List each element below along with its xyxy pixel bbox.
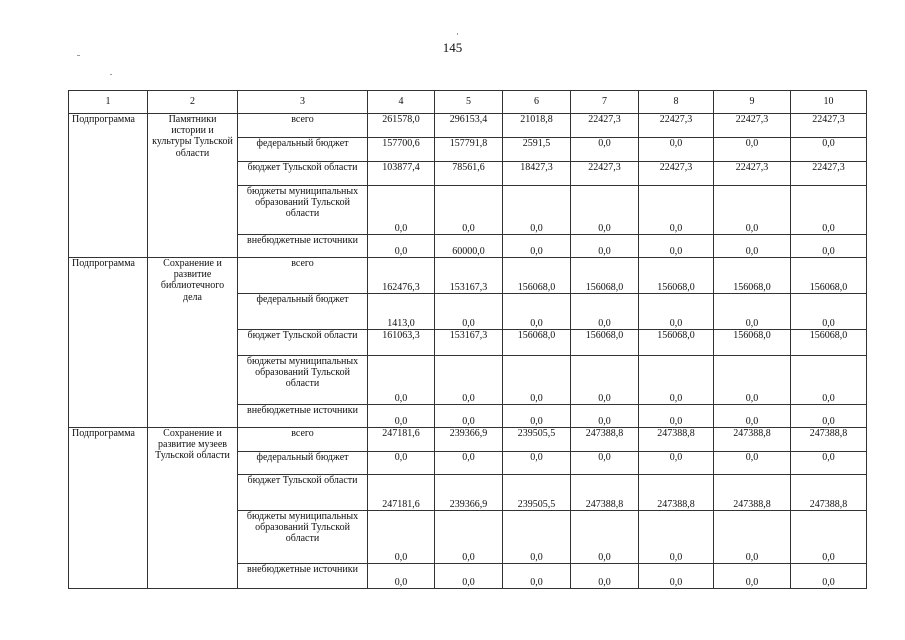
value-cell: 156068,0	[639, 258, 714, 294]
funding-source: бюджет Тульской области	[238, 162, 368, 186]
value-cell: 247388,8	[714, 428, 791, 452]
value-cell: 156068,0	[503, 330, 571, 356]
value-cell: 0,0	[791, 405, 867, 428]
value-cell: 247388,8	[571, 428, 639, 452]
value-cell: 0,0	[714, 405, 791, 428]
funding-source: федеральный бюджет	[238, 294, 368, 330]
column-header: 1	[69, 91, 148, 114]
value-cell: 239505,5	[503, 428, 571, 452]
value-cell: 0,0	[503, 452, 571, 475]
value-cell: 0,0	[368, 511, 435, 564]
value-cell: 18427,3	[503, 162, 571, 186]
value-cell: 247388,8	[791, 428, 867, 452]
subprogram-name: Сохранение и развитие библиотечного дела	[148, 258, 238, 428]
funding-source: федеральный бюджет	[238, 452, 368, 475]
scan-speck	[457, 33, 458, 35]
value-cell: 0,0	[435, 186, 503, 235]
value-cell: 156068,0	[503, 258, 571, 294]
value-cell: 0,0	[503, 564, 571, 589]
value-cell: 0,0	[639, 452, 714, 475]
value-cell: 0,0	[435, 452, 503, 475]
value-cell: 0,0	[503, 511, 571, 564]
table-body	[69, 114, 867, 589]
value-cell: 0,0	[571, 356, 639, 405]
table-row	[69, 428, 867, 452]
funding-source: федеральный бюджет	[238, 138, 368, 162]
value-cell: 0,0	[639, 356, 714, 405]
value-cell: 0,0	[791, 511, 867, 564]
value-cell: 0,0	[435, 564, 503, 589]
subprogram-type: Подпрограмма	[69, 428, 148, 589]
value-cell: 239366,9	[435, 475, 503, 511]
value-cell: 0,0	[714, 511, 791, 564]
value-cell: 0,0	[791, 138, 867, 162]
value-cell: 247388,8	[714, 475, 791, 511]
value-cell: 0,0	[639, 186, 714, 235]
value-cell: 2591,5	[503, 138, 571, 162]
subprogram-name: Сохранение и развитие музеев Тульской области	[148, 428, 238, 589]
value-cell: 22427,3	[791, 114, 867, 138]
value-cell: 0,0	[639, 564, 714, 589]
value-cell: 1413,0	[368, 294, 435, 330]
value-cell: 60000,0	[435, 235, 503, 258]
value-cell: 78561,6	[435, 162, 503, 186]
column-header: 7	[571, 91, 639, 114]
value-cell: 0,0	[639, 235, 714, 258]
value-cell: 0,0	[571, 564, 639, 589]
value-cell: 0,0	[714, 186, 791, 235]
subprogram-name: Памятники истории и культуры Тульской области	[148, 114, 238, 258]
value-cell: 22427,3	[571, 162, 639, 186]
value-cell: 0,0	[503, 405, 571, 428]
value-cell: 103877,4	[368, 162, 435, 186]
value-cell: 0,0	[435, 294, 503, 330]
value-cell: 0,0	[503, 186, 571, 235]
value-cell: 0,0	[368, 235, 435, 258]
value-cell: 0,0	[639, 138, 714, 162]
funding-source: бюджет Тульской области	[238, 475, 368, 511]
value-cell: 156068,0	[791, 258, 867, 294]
column-header: 8	[639, 91, 714, 114]
value-cell: 0,0	[435, 405, 503, 428]
value-cell: 0,0	[714, 235, 791, 258]
value-cell: 0,0	[791, 452, 867, 475]
value-cell: 247181,6	[368, 428, 435, 452]
value-cell: 22427,3	[714, 162, 791, 186]
funding-source: внебюджетные источники	[238, 564, 368, 589]
subprogram-type: Подпрограмма	[69, 258, 148, 428]
value-cell: 153167,3	[435, 330, 503, 356]
value-cell: 0,0	[503, 356, 571, 405]
value-cell: 247388,8	[791, 475, 867, 511]
header-row	[69, 91, 867, 114]
value-cell: 0,0	[791, 235, 867, 258]
value-cell: 0,0	[714, 294, 791, 330]
value-cell: 156068,0	[639, 330, 714, 356]
table-header	[69, 91, 867, 114]
page-number: 145	[442, 40, 463, 55]
subprogram-type: Подпрограмма	[69, 114, 148, 258]
value-cell: 296153,4	[435, 114, 503, 138]
value-cell: 247388,8	[639, 475, 714, 511]
value-cell: 22427,3	[714, 114, 791, 138]
column-header: 9	[714, 91, 791, 114]
value-cell: 239366,9	[435, 428, 503, 452]
value-cell: 0,0	[503, 235, 571, 258]
value-cell: 156068,0	[571, 258, 639, 294]
value-cell: 22427,3	[639, 114, 714, 138]
funding-source: бюджеты муниципальных образований Тульской области	[238, 511, 368, 564]
value-cell: 247181,6	[368, 475, 435, 511]
value-cell: 22427,3	[791, 162, 867, 186]
funding-source: бюджет Тульской области	[238, 330, 368, 356]
value-cell: 0,0	[791, 356, 867, 405]
value-cell: 157791,8	[435, 138, 503, 162]
value-cell: 21018,8	[503, 114, 571, 138]
table-row	[69, 114, 867, 138]
value-cell: 0,0	[368, 405, 435, 428]
value-cell: 239505,5	[503, 475, 571, 511]
value-cell: 0,0	[368, 356, 435, 405]
value-cell: 0,0	[571, 405, 639, 428]
value-cell: 0,0	[571, 452, 639, 475]
value-cell: 0,0	[714, 564, 791, 589]
value-cell: 0,0	[368, 186, 435, 235]
value-cell: 156068,0	[714, 330, 791, 356]
value-cell: 0,0	[791, 186, 867, 235]
value-cell: 0,0	[435, 511, 503, 564]
value-cell: 0,0	[791, 564, 867, 589]
value-cell: 0,0	[571, 294, 639, 330]
column-header: 3	[238, 91, 368, 114]
funding-source: всего	[238, 428, 368, 452]
value-cell: 0,0	[571, 186, 639, 235]
column-header: 2	[148, 91, 238, 114]
value-cell: 0,0	[368, 564, 435, 589]
funding-source: всего	[238, 258, 368, 294]
funding-source: бюджеты муниципальных образований Тульской области	[238, 186, 368, 235]
value-cell: 161063,3	[368, 330, 435, 356]
value-cell: 153167,3	[435, 258, 503, 294]
value-cell: 0,0	[714, 138, 791, 162]
funding-source: внебюджетные источники	[238, 405, 368, 428]
value-cell: 247388,8	[639, 428, 714, 452]
value-cell: 0,0	[503, 294, 571, 330]
value-cell: 0,0	[714, 452, 791, 475]
value-cell: 156068,0	[571, 330, 639, 356]
table-row	[69, 258, 867, 294]
value-cell: 0,0	[791, 294, 867, 330]
column-header: 4	[368, 91, 435, 114]
value-cell: 0,0	[639, 511, 714, 564]
value-cell: 247388,8	[571, 475, 639, 511]
scan-speck	[110, 74, 112, 75]
value-cell: 261578,0	[368, 114, 435, 138]
column-header: 5	[435, 91, 503, 114]
value-cell: 156068,0	[714, 258, 791, 294]
value-cell: 156068,0	[791, 330, 867, 356]
value-cell: 22427,3	[639, 162, 714, 186]
value-cell: 0,0	[639, 405, 714, 428]
value-cell: 0,0	[368, 452, 435, 475]
value-cell: 0,0	[571, 235, 639, 258]
value-cell: 0,0	[571, 138, 639, 162]
value-cell: 162476,3	[368, 258, 435, 294]
value-cell: 0,0	[571, 511, 639, 564]
column-header: 10	[791, 91, 867, 114]
value-cell: 0,0	[435, 356, 503, 405]
value-cell: 22427,3	[571, 114, 639, 138]
value-cell: 0,0	[714, 356, 791, 405]
value-cell: 157700,6	[368, 138, 435, 162]
funding-source: всего	[238, 114, 368, 138]
value-cell: 0,0	[639, 294, 714, 330]
funding-source: бюджеты муниципальных образований Тульской области	[238, 356, 368, 405]
column-header: 6	[503, 91, 571, 114]
budget-table	[68, 90, 867, 589]
funding-source: внебюджетные источники	[238, 235, 368, 258]
